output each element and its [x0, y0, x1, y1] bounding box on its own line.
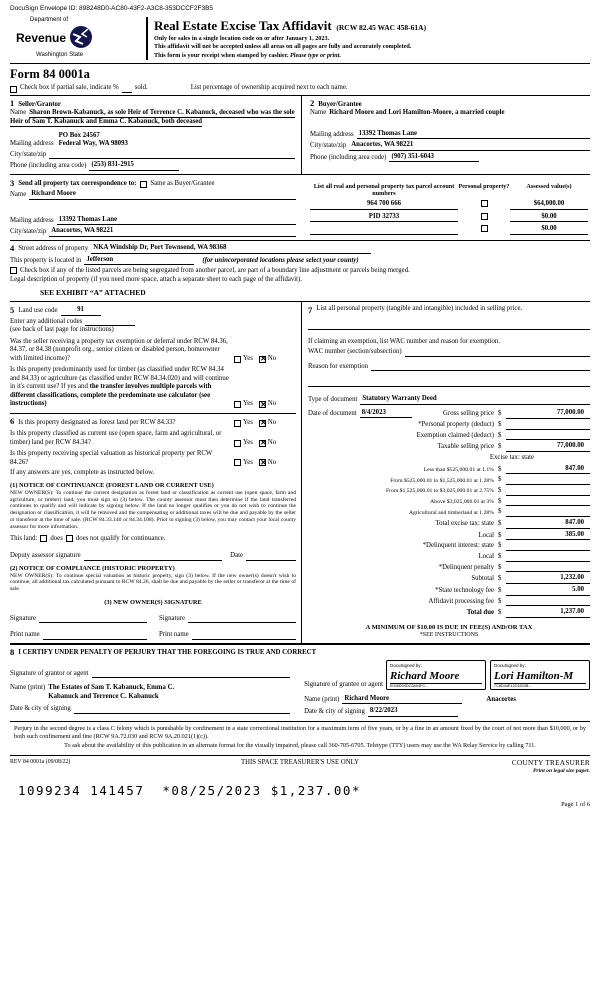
section-2-number: 2	[310, 97, 315, 108]
local-label: Local	[478, 531, 494, 539]
dollar-sign: $	[498, 410, 502, 418]
grantee-signature-1: Richard Moore	[390, 670, 460, 683]
rate4-value[interactable]	[506, 498, 590, 506]
header-note-3	[154, 52, 590, 60]
new-owner-signature-1-field[interactable]	[39, 615, 147, 623]
delinquent-penalty-label: *Delinquent penalty	[438, 563, 494, 571]
current-use-no-checkbox[interactable]	[259, 440, 266, 447]
dollar-sign: $	[498, 531, 502, 539]
header-note-2: This affidavit will not be accepted unless all areas on all pages are fully and accurately completed.	[154, 43, 412, 51]
doc-type-value[interactable]: Statutory Warranty Deed	[360, 395, 590, 404]
header-note-1: Only for sales in a single location code on or after January 1, 2023.	[154, 35, 330, 43]
new-owner-printname-row	[10, 631, 296, 639]
historic-question-row	[10, 450, 296, 467]
grantor-date-field[interactable]	[74, 706, 290, 714]
seller-grantor-block	[10, 96, 302, 174]
additional-codes-note: (see back of last page for instructions)	[10, 326, 114, 334]
excise-state-label: Excise tax: state	[489, 454, 534, 462]
yes-label: Yes	[243, 418, 253, 426]
tax-correspondence-block	[10, 175, 302, 240]
grantor-name-line2: Kabanuck and Terrence C. Kabanuck	[48, 692, 159, 700]
ownership-note: List percentage of ownership acquired next to each name.	[190, 84, 348, 92]
parcel-row-1	[310, 200, 590, 209]
parcel-table-header	[310, 183, 590, 197]
docusign-signature-1	[386, 660, 486, 690]
exemption-no-checkbox[interactable]	[259, 356, 266, 363]
treasurer-stamp: 1099234 141457 *08/25/2023 $1,237.00*	[18, 783, 361, 799]
rate1-row	[308, 465, 590, 474]
parcel-row-2	[310, 213, 590, 222]
form-number: Form 84 0001a	[10, 66, 90, 81]
parcel-2-account[interactable]: PID 32733	[310, 213, 458, 222]
personal-deduct-value[interactable]	[506, 422, 590, 430]
dollar-sign: $	[498, 465, 502, 473]
parcel-1-account[interactable]: 964 700 666	[310, 200, 458, 209]
signature-label: Signature	[10, 614, 37, 622]
local-row	[308, 531, 590, 540]
section-1-title: Seller/Grantor	[18, 100, 61, 108]
form-number-block	[10, 64, 590, 96]
section-5-number: 5	[10, 305, 15, 316]
new-owner-signature-row	[10, 615, 296, 623]
located-in-value[interactable]: Jefferson	[84, 256, 194, 265]
yes-label: Yes	[243, 354, 253, 362]
rate1-label: Less than $525,000.01 at 1.1%	[423, 467, 494, 474]
dollar-sign: $	[498, 520, 502, 528]
local-value[interactable]: 385.00	[506, 531, 590, 540]
parcel-row-3	[310, 225, 590, 234]
buyer-grantee-block	[302, 96, 590, 174]
total-state-label: Total excise tax: state	[435, 520, 494, 528]
buyer-mailing-label: Mailing address	[310, 130, 354, 138]
seller-name-label: Name	[10, 109, 27, 117]
rate1-value[interactable]: 847.00	[506, 465, 590, 474]
grantee-printname-label: Name (print)	[304, 695, 340, 703]
seller-mailing-value[interactable]	[57, 132, 295, 149]
processing-fee-label: Affidavit processing fee	[428, 597, 494, 605]
deputy-assessor-signature-field[interactable]	[84, 553, 223, 561]
dollar-sign: $	[498, 609, 502, 617]
if-yes-instruction: If any answers are yes, complete as instructed below.	[10, 469, 155, 477]
legal-description-label: Legal description of property (if you need more space, attach a separate sheet to each page of the affidavit).	[10, 276, 303, 284]
dollar-sign: $	[498, 497, 502, 505]
seller-mailing-line2: Federal Way, WA 98093	[58, 140, 128, 148]
segregated-label: Check box if any of the listed parcels are being segregated from another parcel, are part of a boundary line adjustment or parcels being merged.	[20, 266, 410, 274]
land-use-block	[10, 302, 302, 643]
segregated-checkbox[interactable]	[10, 267, 17, 274]
notice-1-body: NEW OWNER(S): To continue the current designation as forest land or classification as current use (open space, farm and agriculture, or timber) land, you must sign on (3) below. The county assessor must then determine if the land transferred continues to qualify and will indicate by signing below. If the land no longer qualifies or you do not wish to continue the designation or classification, it will be removed and the compensating or additional taxes will be due and payable by the seller or transferor at the time of sale. (RCW 84.33.140 or 84.34.108). Prior to signing (3) below, you may contact your local county assessor for more information.	[10, 489, 296, 530]
parcel-3-assessed[interactable]: $0.00	[510, 225, 588, 234]
total-state-row	[308, 519, 590, 528]
current-use-question: Is this property classified as current use (open space, farm and agricultural, or timber) land per RCW 84.34?	[10, 430, 222, 446]
land-does-not-checkbox[interactable]	[66, 535, 73, 542]
perjury-text: Perjury in the second degree is a class C felony which is punishable by confinement in a state correctional institution for a maximum term of five years, or by a fine in an amount fixed by the court of not more than $10,000, or by both such confinement and fine (RCW 9A.72.030 and RCW 9A.20.021(1)(c)).	[14, 724, 586, 740]
located-in-note: (for unincorporated locations please select your county)	[202, 256, 359, 264]
rate3-value[interactable]	[506, 488, 590, 496]
page-footer	[10, 755, 590, 809]
notice-2-body: NEW OWNER(S): To continue special valuation as historic property, sign (3) below. If the new owner(s) doesn't wish to continue, all additional tax calculated pursuant to RCW 84.26, shall be due and payable by the seller or transferor at the time of sale.	[10, 572, 296, 593]
historic-yes-checkbox[interactable]	[234, 459, 241, 466]
buyer-phone-label: Phone (including area code)	[310, 153, 387, 161]
dollar-sign: $	[498, 587, 502, 595]
rate4-row	[308, 498, 590, 506]
exemption-deduct-value[interactable]	[506, 432, 590, 440]
rate3-label: From $1,525,000.01 to $3,025,000.01 at 2.75%	[385, 488, 494, 495]
minimum-due-note: A MINIMUM OF $10.00 IS DUE IN FEE(S) AND/OR TAX	[365, 623, 533, 631]
new-owner-signature-2-field[interactable]	[188, 615, 296, 623]
legal-description-value[interactable]: SEE EXHIBIT “A” ATTACHED	[40, 287, 146, 297]
personal-property-field[interactable]	[308, 322, 590, 330]
doc-date-label: Date of document	[308, 409, 357, 417]
exemption-question-row	[10, 338, 296, 363]
main-section	[10, 302, 590, 644]
does-not-label: does not qualify for continuance.	[75, 534, 166, 542]
parcel-col-accounts-header: List all real and personal property tax parcel account numbers	[313, 182, 455, 197]
delinquent-interest-row	[308, 542, 590, 550]
delinquent-local-value[interactable]	[506, 554, 590, 562]
delinquent-local-label: Local	[478, 553, 494, 561]
revenue-logo-icon	[69, 25, 93, 52]
parcel-col-personal-header: Personal property?	[458, 182, 510, 190]
dollar-sign: $	[498, 508, 502, 516]
alternate-format-text: To ask about the availability of this publication in an alternate format for the visually impaired, please call 360-705-6705. Teletype (TTY) users may use the WA Relay Service by calling 711.	[64, 742, 536, 750]
additional-codes-field[interactable]	[85, 318, 135, 326]
partial-sale-suffix: sold.	[134, 84, 148, 92]
section-6-number: 6	[10, 415, 15, 426]
doc-type-label: Type of document	[308, 396, 358, 404]
yes-label: Yes	[243, 400, 253, 408]
dollar-sign: $	[498, 476, 502, 484]
current-use-question-row	[10, 430, 296, 447]
total-due-label: Total due	[466, 609, 494, 617]
excise-state-row	[308, 454, 590, 462]
seller-buyer-section	[10, 96, 590, 175]
new-owner-printname-1-field[interactable]	[43, 632, 147, 640]
subtotal-row	[308, 574, 590, 583]
docusigned-by-label: DocuSigned by:	[494, 662, 526, 668]
parcel-3-account[interactable]	[310, 227, 458, 235]
reason-exemption-field[interactable]	[371, 363, 590, 371]
correspondence-city-value[interactable]: Anacortes, WA 98221	[49, 227, 296, 236]
buyer-name-label: Name	[310, 109, 327, 117]
page-title: Real Estate Excise Tax Affidavit	[154, 18, 332, 34]
total-due-row	[308, 608, 590, 617]
reason-exemption-field-2[interactable]	[308, 379, 590, 387]
delinquent-interest-value[interactable]	[506, 543, 590, 551]
gross-price-label: Gross selling price	[443, 410, 494, 418]
gross-price-row	[308, 409, 590, 418]
delinquent-penalty-row	[308, 564, 590, 572]
department-of-label: Department of	[30, 17, 69, 24]
notice-2-title: (2) NOTICE OF COMPLIANCE (HISTORIC PROPERTY)	[10, 564, 175, 572]
agri-value[interactable]	[506, 509, 590, 517]
correspondence-mailing-label: Mailing address	[10, 216, 54, 224]
partial-sale-label: Check box if partial sale, indicate %	[20, 84, 119, 92]
tech-fee-label: *State technology fee	[435, 587, 494, 595]
exemption-intro: If claiming an exemption, list WAC number and reason for exemption.	[308, 337, 501, 345]
buyer-mailing-value[interactable]: 13392 Thomas Lane	[357, 130, 590, 139]
exemption-question: Was the seller receiving a property tax exemption or deferral under RCW 84.36, 84.37, or 84.38 (nonprofit org., senior citizen or disabled person, homeowner with limited income)?	[10, 337, 228, 362]
taxable-price-row	[308, 442, 590, 451]
docusign-id-2: 7C8D44E12C4604B...	[494, 684, 532, 689]
docusign-envelope-id: DocuSign Envelope ID: 898248D0-AC80-43F2-A3C8-353DCCF2F3B5	[10, 5, 214, 12]
grantor-signing-block	[10, 660, 290, 717]
agri-row	[308, 508, 590, 516]
wac-number-field[interactable]	[405, 349, 590, 357]
dollar-sign: $	[498, 443, 502, 451]
timber-question-part2: the transfer involves multiple parcels with different classifications, complete the predominate use calculator (see instructions)	[10, 383, 212, 408]
deputy-date-label: Date	[230, 552, 243, 560]
grantor-signature-field[interactable]	[92, 670, 291, 678]
this-land-label: This land:	[10, 534, 38, 542]
land-does-checkbox[interactable]	[40, 535, 47, 542]
does-label: does	[50, 534, 63, 542]
exemption-deduct-row	[308, 432, 590, 440]
current-use-yes-checkbox[interactable]	[234, 440, 241, 447]
processing-fee-value[interactable]	[506, 598, 590, 606]
historic-question: Is this property receiving special valuation as historical property per RCW 84.26?	[10, 450, 213, 466]
dollar-sign: $	[498, 421, 502, 429]
located-in-label: This property is located in	[10, 256, 82, 264]
dollar-sign: $	[498, 431, 502, 439]
forest-no-checkbox[interactable]	[259, 420, 266, 427]
delinquent-local-row	[308, 553, 590, 561]
grantee-signing-block	[304, 660, 590, 717]
parcel-1-personal-checkbox[interactable]	[481, 200, 488, 207]
header-divider	[146, 17, 148, 59]
same-as-buyer-checkbox[interactable]	[140, 181, 147, 188]
perjury-notice	[10, 721, 590, 750]
parcel-col-assessed-header: Assessed value(s)	[526, 182, 572, 190]
partial-sale-checkbox[interactable]	[10, 86, 17, 93]
forest-yes-checkbox[interactable]	[234, 420, 241, 427]
no-label: No	[267, 418, 277, 426]
seller-city-label: City/state/zip	[10, 150, 47, 158]
correspondence-city-label: City/state/zip	[10, 228, 47, 236]
buyer-city-value[interactable]: Anacortes, WA 98221	[349, 141, 590, 150]
subtotal-label: Subtotal	[471, 575, 494, 583]
no-label: No	[267, 458, 277, 466]
seller-phone-label: Phone (including area code)	[10, 162, 87, 170]
form-header	[10, 17, 590, 63]
parcel-3-personal-checkbox[interactable]	[481, 225, 488, 232]
agri-label: Agricultural and timberland at 1.28%	[408, 509, 494, 516]
no-label: No	[267, 438, 277, 446]
same-as-buyer-label: Same as Buyer/Grantee	[150, 179, 215, 187]
header-note-3-italic: Please type or print.	[290, 51, 341, 59]
grantor-signature-label: Signature of grantor or agent	[10, 669, 89, 677]
reason-exemption-label: Reason for exemption	[308, 362, 369, 370]
taxable-price-label: Taxable selling price	[437, 443, 494, 451]
certify-statement: I CERTIFY UNDER PENALTY OF PERJURY THAT THE FOREGOING IS TRUE AND CORRECT	[18, 649, 317, 657]
no-label: No	[267, 354, 277, 362]
rev-number: REV 84 0001a (09/08/22)	[10, 759, 71, 766]
dollar-sign: $	[498, 563, 502, 571]
rate2-label: From $525,000.01 to $1,525,000.01 at 1.28%	[390, 477, 494, 484]
doc-date-value[interactable]: 8/4/2023	[360, 409, 412, 418]
dollar-sign: $	[498, 542, 502, 550]
grantee-date-value[interactable]: 8/22/2023	[368, 707, 458, 716]
street-address-value[interactable]: NKA Windship Dr, Port Townsend, WA 98368	[91, 244, 371, 253]
docusign-id-1: E046D04DC0A04FC...	[390, 684, 429, 689]
timber-yes-checkbox[interactable]	[234, 401, 241, 408]
wac-number-label: WAC number (section/subsection)	[308, 348, 402, 356]
timber-question-part1: Is this property predominantly used for timber (as classified under RCW 84.34 and 84.33) or agriculture (as classified under RCW 84.34.020) and will continue in it's current use? If yes and	[10, 366, 229, 391]
delinquent-penalty-value[interactable]	[506, 564, 590, 572]
seller-mailing-line1: PO Box 24567	[58, 131, 100, 139]
processing-fee-row	[308, 598, 590, 606]
yes-label: Yes	[243, 438, 253, 446]
signature-label: Signature	[159, 614, 186, 622]
buyer-name-value[interactable]: Richard Moore and Lori Hamilton-Moore, a married couple	[329, 109, 505, 117]
exemption-deduct-label: Exemption claimed (deduct)	[416, 431, 494, 439]
land-use-code-value[interactable]: 91	[61, 306, 101, 315]
subtotal-value[interactable]: 1,232.00	[506, 574, 590, 583]
dollar-sign: $	[498, 575, 502, 583]
buyer-phone-value[interactable]: (907) 351-6043	[389, 153, 479, 162]
correspondence-parcel-section	[10, 175, 590, 241]
print-name-label: Print name	[159, 631, 189, 639]
new-owner-printname-2-field[interactable]	[192, 632, 296, 640]
section-8-number: 8	[10, 646, 15, 657]
tech-fee-row	[308, 586, 590, 595]
notice-3-title: (3) NEW OWNER(S) SIGNATURE	[104, 598, 202, 606]
grantor-printname-value[interactable]	[48, 684, 290, 701]
land-use-label: Land use code	[18, 307, 58, 315]
rcw-code: (RCW 82.45 WAC 458-61A)	[336, 23, 427, 33]
grantee-signature-label: Signature of grantee or agent	[304, 681, 383, 689]
rate2-value[interactable]	[506, 477, 590, 485]
gross-price-value[interactable]: 77,000.00	[506, 409, 590, 418]
correspondence-name-label: Name	[10, 191, 27, 199]
section-2-title: Buyer/Grantee	[318, 100, 362, 108]
parcel-2-personal-checkbox[interactable]	[481, 213, 488, 220]
grantor-date-label: Date & city of signing	[10, 705, 71, 713]
taxable-price-value[interactable]: 77,000.00	[506, 442, 590, 451]
dollar-sign: $	[498, 487, 502, 495]
print-name-label: Print name	[10, 631, 40, 639]
docusign-signature-2	[490, 660, 590, 690]
section-3-number: 3	[10, 177, 15, 188]
section-3-title: Send all property tax correspondence to:	[18, 179, 137, 187]
grantee-signature-2: Lori Hamilton-M	[494, 670, 574, 683]
parcel-table	[302, 178, 590, 240]
seller-city-field[interactable]	[49, 151, 295, 159]
grantee-date-label: Date & city of signing	[304, 708, 365, 716]
grantor-printname-label: Name (print)	[10, 684, 46, 692]
grantee-printname-value[interactable]: Richard Moore	[342, 695, 462, 704]
section-1-number: 1	[10, 97, 15, 108]
timber-no-checkbox[interactable]	[259, 401, 266, 408]
seller-mailing-label: Mailing address	[10, 140, 54, 148]
tax-computation-block	[302, 302, 590, 643]
timber-question-row	[10, 366, 296, 408]
grantee-city-value: Anacortes	[486, 695, 516, 703]
revenue-label: Revenue	[16, 30, 67, 45]
dor-logo-block	[10, 17, 140, 59]
exemption-yes-checkbox[interactable]	[234, 356, 241, 363]
forest-question: Is this property designated as forest land per RCW 84.33?	[18, 418, 176, 426]
docusigned-by-label: DocuSigned by:	[390, 662, 422, 668]
rate3-row	[308, 487, 590, 495]
rate4-label: Above $3,025,000.01 at 3%	[430, 499, 494, 506]
historic-no-checkbox[interactable]	[259, 459, 266, 466]
correspondence-mailing-value[interactable]: 13392 Thomas Lane	[57, 216, 296, 225]
grantee-signatures	[386, 660, 590, 690]
partial-sale-percent-field[interactable]	[122, 85, 132, 93]
dollar-sign: $	[498, 597, 502, 605]
parcel-1-assessed[interactable]: $64,000.00	[510, 200, 588, 209]
certification-section	[10, 644, 590, 717]
total-state-value[interactable]: 847.00	[506, 519, 590, 528]
seller-name-value[interactable]: Sharon Brown-Kabanuck, as sole Heir of Terrence C. Kabanuck, deceased who was the sole Heir of Sam T. Kabanuck and Emma C. Kabanuck, both deceased	[10, 109, 295, 126]
see-instructions-note: *SEE INSTRUCTIONS	[419, 632, 479, 639]
deputy-assessor-label: Deputy assessor signature	[10, 552, 81, 560]
rate2-row	[308, 476, 590, 484]
buyer-city-label: City/state/zip	[310, 142, 347, 150]
personal-deduct-label: *Personal property (deduct)	[418, 421, 494, 429]
deputy-date-field[interactable]	[246, 553, 296, 561]
additional-codes-label: Enter any additional codes	[10, 317, 83, 325]
tech-fee-value[interactable]: 5.00	[506, 586, 590, 595]
timber-question	[10, 366, 234, 408]
personal-deduct-row	[308, 421, 590, 429]
treasurer-space-label: THIS SPACE TREASURER'S USE ONLY	[240, 759, 359, 767]
property-address-section	[10, 241, 590, 302]
header-note-3-text: This form is your receipt when stamped by cashier.	[154, 51, 289, 59]
forest-question-row	[10, 413, 296, 427]
notice-1-title: (1) NOTICE OF CONTINUANCE (FOREST LAND OR CURRENT USE)	[10, 481, 214, 489]
section-7-number: 7	[308, 305, 313, 316]
total-due-value[interactable]: 1,237.00	[506, 608, 590, 617]
correspondence-name-value[interactable]: Richard Moore	[29, 190, 296, 199]
personal-property-intro: List all personal property (tangible and intangible) included in selling price.	[316, 305, 523, 313]
title-block	[154, 17, 590, 59]
street-address-label: Street address of property	[18, 245, 89, 253]
delinquent-interest-label: *Delinquent interest: state	[422, 542, 494, 550]
county-treasurer-label: COUNTY TREASURER	[511, 759, 590, 768]
seller-phone-value[interactable]: (253) 831-2915	[89, 161, 179, 170]
yes-label: Yes	[243, 458, 253, 466]
continuance-line	[10, 535, 296, 543]
washington-state-label: Washington State	[36, 52, 84, 59]
page-number: Page 1 of 6	[561, 800, 590, 808]
no-label: No	[267, 400, 277, 408]
grantor-name-line1: The Estates of Sam T. Kabanuck, Emma C.	[48, 684, 175, 692]
legal-paper-note: Print on legal size paper.	[532, 768, 590, 775]
dollar-sign: $	[498, 553, 502, 561]
section-4-number: 4	[10, 242, 15, 253]
parcel-2-assessed[interactable]: $0.00	[510, 213, 588, 222]
